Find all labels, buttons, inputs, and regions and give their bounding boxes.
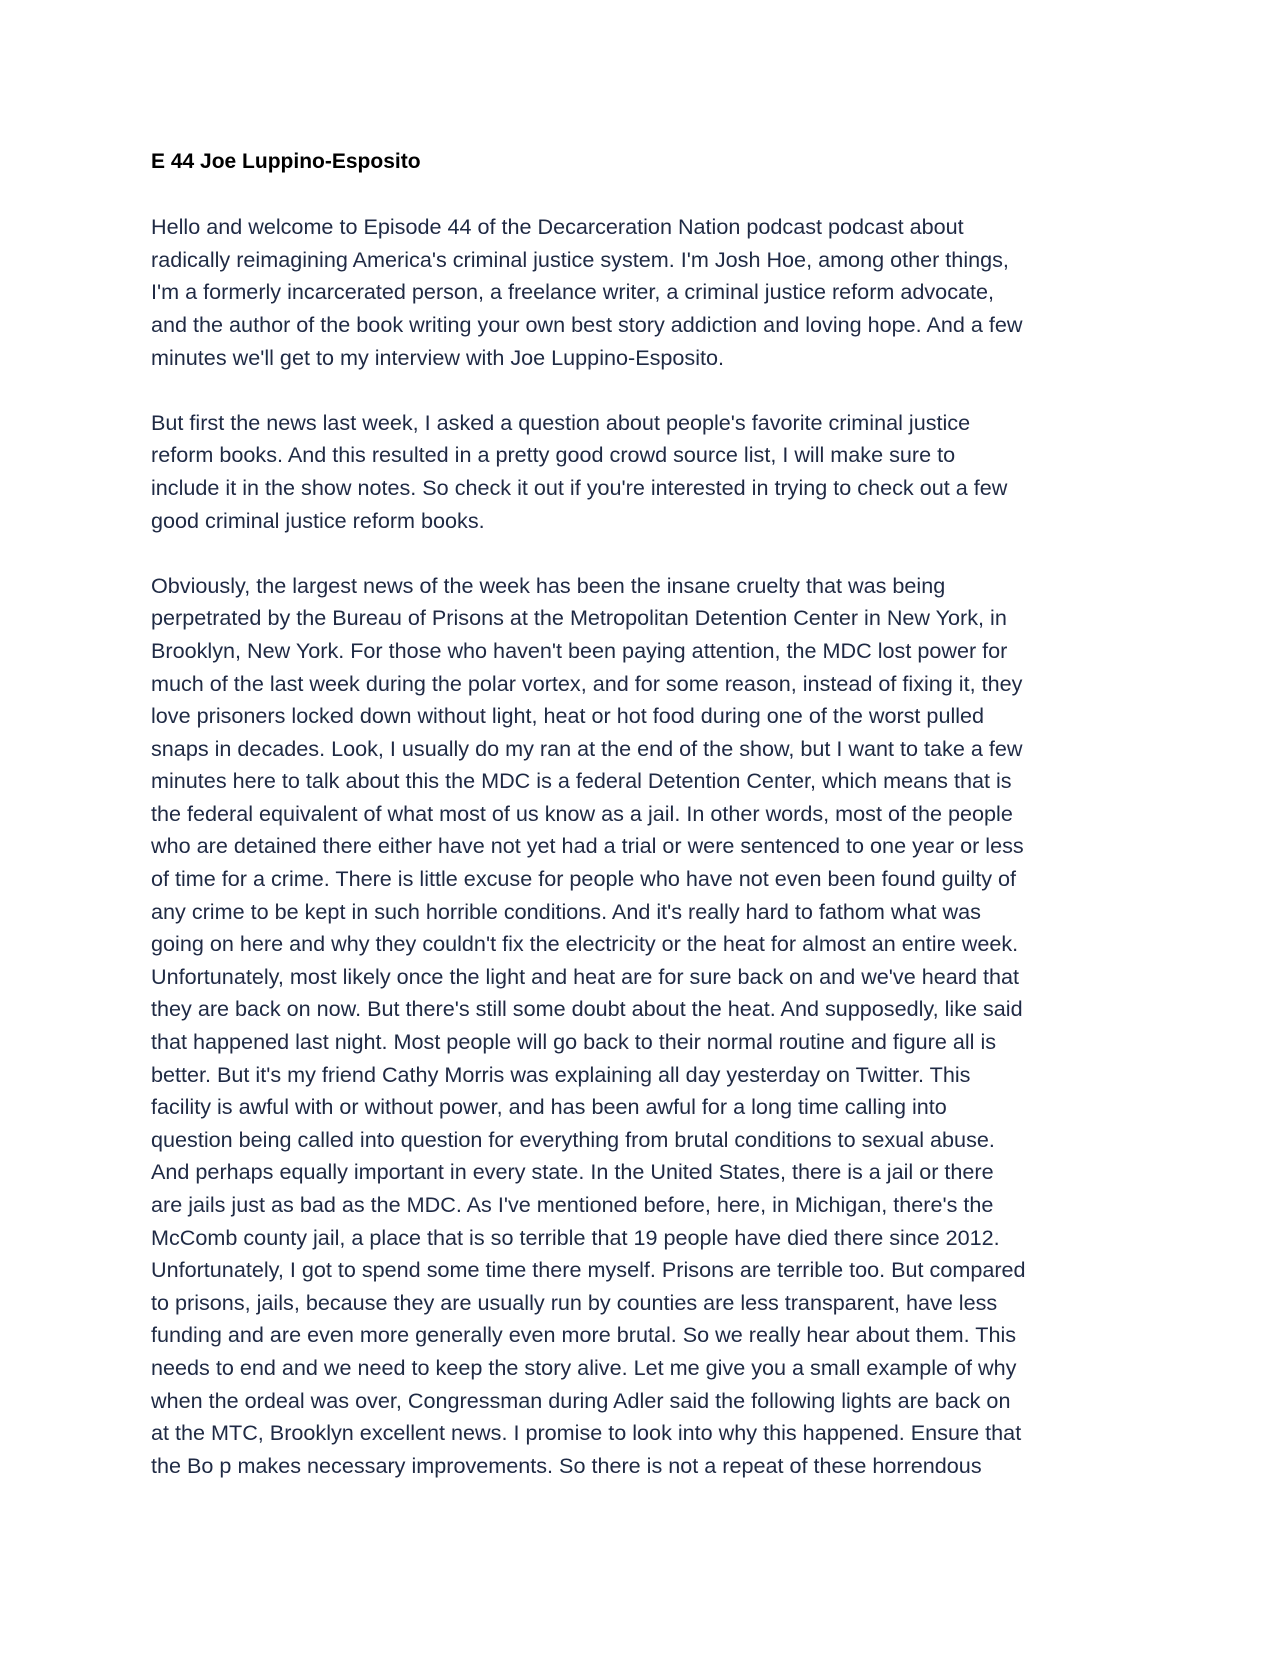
text-line: include it in the show notes. So check it out if you're interested in trying to check out a few	[151, 474, 1008, 500]
text-line: who are detained there either have not yet had a trial or were sentenced to one year or less	[151, 833, 1024, 859]
text-line: any crime to be kept in such horrible conditions. And it's really hard to fathom what was	[151, 898, 981, 924]
text-line: Unfortunately, I got to spend some time there myself. Prisons are terrible too. But compared	[151, 1257, 1026, 1283]
text-line: radically reimagining America's criminal justice system. I'm Josh Hoe, among other things,	[151, 246, 1009, 272]
text-line: much of the last week during the polar vortex, and for some reason, instead of fixing it, they	[151, 670, 1023, 696]
text-line: question being called into question for everything from brutal conditions to sexual abuse.	[151, 1126, 995, 1152]
text-line: at the MTC, Brooklyn excellent news. I promise to look into why this happened. Ensure that	[151, 1420, 1022, 1446]
text-line: minutes here to talk about this the MDC is a federal Detention Center, which means that is	[151, 768, 1012, 794]
text-line: Brooklyn, New York. For those who haven't been paying attention, the MDC lost power for	[151, 637, 1008, 663]
document-title: E 44 Joe Luppino-Esposito	[151, 150, 421, 173]
text-line: reform books. And this resulted in a pretty good crowd source list, I will make sure to	[151, 442, 956, 468]
text-line: better. But it's my friend Cathy Morris was explaining all day yesterday on Twitter. This	[151, 1061, 971, 1087]
text-line: minutes we'll get to my interview with Joe Luppino-Esposito.	[151, 344, 725, 370]
text-line: needs to end and we need to keep the story alive. Let me give you a small example of why	[151, 1354, 1017, 1380]
text-line: going on here and why they couldn't fix the electricity or the heat for almost an entire week.	[151, 931, 1019, 957]
text-line: Obviously, the largest news of the week has been the insane cruelty that was being	[151, 572, 946, 598]
paragraph-list	[151, 211, 1136, 1482]
text-line: they are back on now. But there's still some doubt about the heat. And supposedly, like said	[151, 996, 1023, 1022]
text-line: McComb county jail, a place that is so terrible that 19 people have died there since 2012.	[151, 1224, 1000, 1250]
text-line: facility is awful with or without power, and has been awful for a long time calling into	[151, 1094, 947, 1120]
text-line: perpetrated by the Bureau of Prisons at the Metropolitan Detention Center in New York, in	[151, 605, 1007, 631]
paragraph	[151, 211, 1136, 374]
text-line: the Bo p makes necessary improvements. So there is not a repeat of these horrendous	[151, 1452, 982, 1478]
text-line: to prisons, jails, because they are usually run by counties are less transparent, have less	[151, 1289, 998, 1315]
text-line: funding and are even more generally even more brutal. So we really hear about them. This	[151, 1322, 1017, 1348]
text-line: But first the news last week, I asked a question about people's favorite criminal justice	[151, 409, 971, 435]
paragraph	[151, 570, 1136, 1483]
text-line: Unfortunately, most likely once the light and heat are for sure back on and we've heard that	[151, 963, 1019, 989]
text-line: and the author of the book writing your own best story addiction and loving hope. And a few	[151, 311, 1023, 337]
text-line: the federal equivalent of what most of us know as a jail. In other words, most of the people	[151, 800, 1013, 826]
text-line: are jails just as bad as the MDC. As I've mentioned before, here, in Michigan, there's the	[151, 1192, 994, 1217]
text-line: good criminal justice reform books.	[151, 507, 485, 533]
document-body	[151, 146, 1136, 1515]
text-line: of time for a crime. There is little excuse for people who have not even been found guilty of	[151, 866, 1017, 892]
paragraph	[151, 407, 1136, 537]
text-line: love prisoners locked down without light, heat or hot food during one of the worst pulled	[151, 703, 985, 729]
text-line: when the ordeal was over, Congressman during Adler said the following lights are back on	[151, 1387, 1011, 1413]
text-line: that happened last night. Most people will go back to their normal routine and figure all is	[151, 1029, 997, 1055]
text-line: And perhaps equally important in every state. In the United States, there is a jail or there	[151, 1159, 994, 1185]
text-line: I'm a formerly incarcerated person, a freelance writer, a criminal justice reform advocate,	[151, 279, 995, 305]
text-line: snaps in decades. Look, I usually do my ran at the end of the show, but I want to take a few	[151, 735, 1023, 761]
text-line: Hello and welcome to Episode 44 of the Decarceration Nation podcast podcast about	[151, 214, 964, 240]
